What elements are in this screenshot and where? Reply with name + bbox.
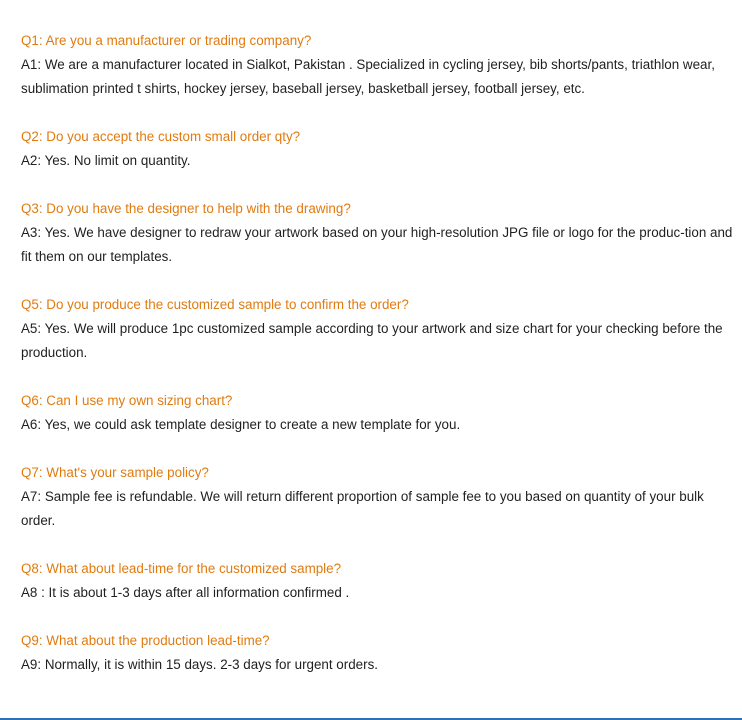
faq-answer: A5: Yes. We will produce 1pc customized sample according to your artwork and size chart for your checking before the production. (21, 321, 723, 360)
faq-question: Q9: What about the production lead-time? (21, 633, 270, 648)
faq-item (21, 125, 733, 173)
faq-item (21, 293, 733, 365)
faq-answer: A8 : It is about 1-3 days after all information confirmed . (21, 585, 350, 600)
faq-item (21, 461, 733, 533)
faq-question: Q8: What about lead-time for the customized sample? (21, 561, 342, 576)
faq-question: Q5: Do you produce the customized sample to confirm the order? (21, 297, 409, 312)
faq-item (21, 29, 733, 101)
faq-section (21, 29, 733, 701)
faq-answer: A7: Sample fee is refundable. We will return different proportion of sample fee to you based on quantity of your bulk order. (21, 489, 704, 528)
faq-item (21, 629, 733, 677)
faq-answer: A9: Normally, it is within 15 days. 2-3 days for urgent orders. (21, 657, 378, 672)
faq-answer: A3: Yes. We have designer to redraw your artwork based on your high-resolution JPG file or logo for the produc-tion and fit them on our templates. (21, 225, 733, 264)
faq-question: Q3: Do you have the designer to help with the drawing? (21, 201, 351, 216)
faq-question: Q2: Do you accept the custom small order qty? (21, 129, 301, 144)
faq-question: Q7: What's your sample policy? (21, 465, 209, 480)
faq-answer: A2: Yes. No limit on quantity. (21, 153, 191, 168)
faq-question: Q6: Can I use my own sizing chart? (21, 393, 233, 408)
faq-item (21, 557, 733, 605)
faq-question: Q1: Are you a manufacturer or trading company? (21, 33, 312, 48)
faq-item (21, 197, 733, 269)
faq-answer: A6: Yes, we could ask template designer to create a new template for you. (21, 417, 461, 432)
faq-answer: A1: We are a manufacturer located in Sialkot, Pakistan . Specialized in cycling jersey, bib shorts/pants, triathlon wear, sublimation printed t shirts, hockey jersey, baseball jersey, basketball jersey, football jersey, etc. (21, 57, 715, 96)
faq-item (21, 389, 733, 437)
